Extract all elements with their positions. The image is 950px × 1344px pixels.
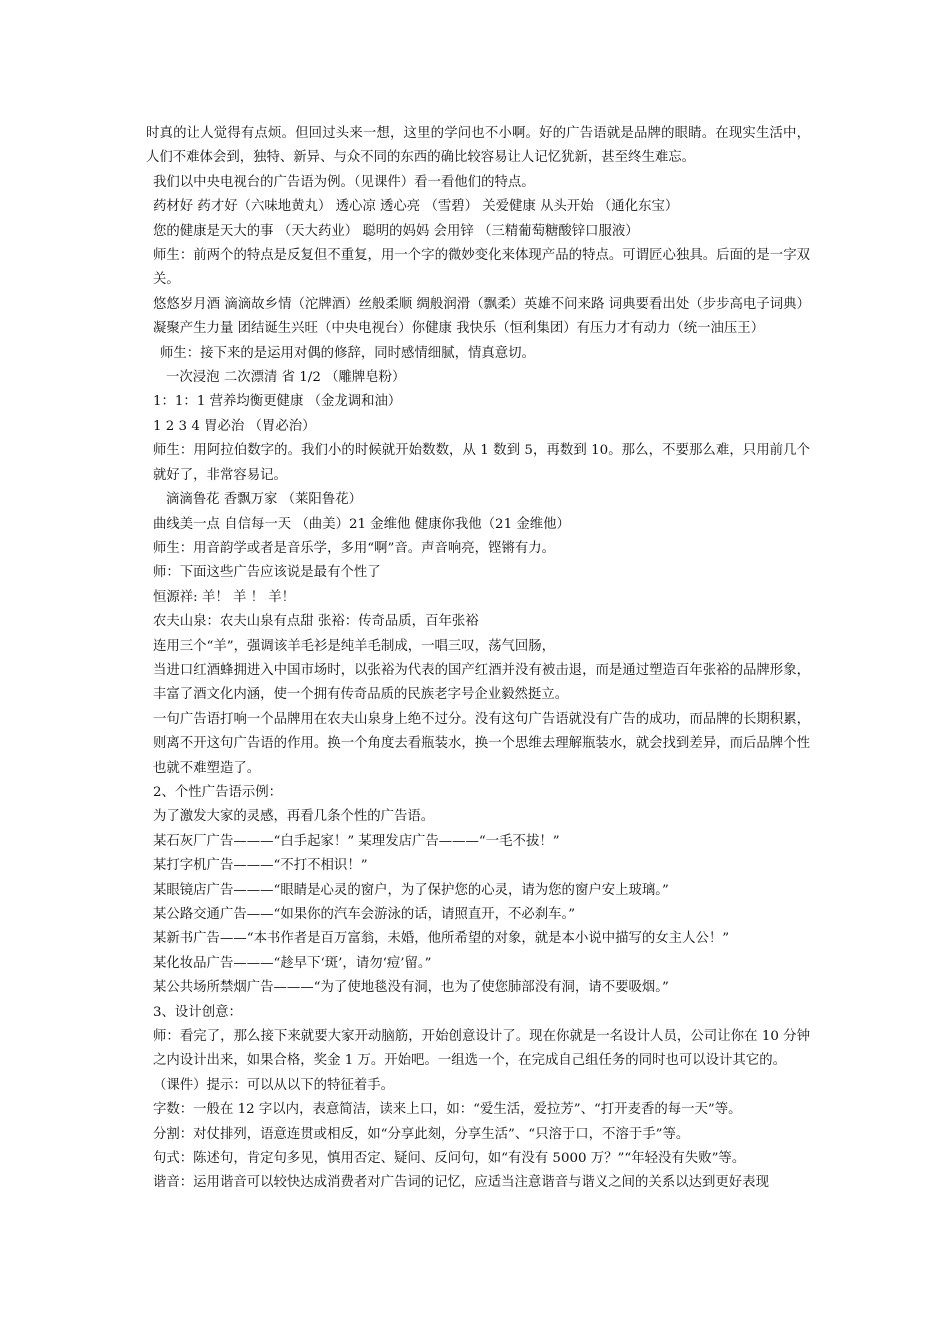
paragraph: 1：1：1 营养均衡更健康 （金龙调和油） bbox=[153, 394, 402, 410]
paragraph: 为了激发大家的灵感，再看几条个性的广告语。 bbox=[153, 809, 435, 825]
paragraph: 1 2 3 4 胃必治 （胃必治） bbox=[153, 418, 316, 434]
paragraph: 师：下面这些广告应该说是最有个性了 bbox=[153, 565, 381, 581]
paragraph: 师：看完了，那么接下来就要大家开动脑筋，开始创意设计了。现在你就是一名设计人员，公司让你在 10 分钟之内设计出来，如果合格，奖金 1 万。开始吧。一组选一个，在完成自己组任务的同时也可以设计其它的。 bbox=[153, 1029, 810, 1069]
paragraph: 一次浸泡 二次漂清 省 1/2 （雕牌皂粉） bbox=[166, 370, 406, 386]
paragraph: 师生：用阿拉伯数字的。我们小的时候就开始数数，从 1 数到 5，再数到 10。那么，不要那么难，只用前几个就好了，非常容易记。 bbox=[153, 443, 810, 483]
paragraph: 曲线美一点 自信每一天 （曲美）21 金维他 健康你我他（21 金维他） bbox=[153, 516, 570, 532]
paragraph: 时真的让人觉得有点烦。但回过头来一想，这里的学问也不小啊。好的广告语就是品牌的眼睛。在现实生活中，人们不难体会到，独特、新异、与众不同的东西的确比较容易让人记忆犹新，甚至终生难忘。 bbox=[146, 126, 810, 166]
paragraph: 农夫山泉：农夫山泉有点甜 张裕：传奇品质，百年张裕 bbox=[153, 614, 479, 630]
paragraph: 字数：一般在 12 字以内，表意简洁，读来上口，如：“爱生活，爱拉芳”、“打开麦香的每一天”等。 bbox=[153, 1102, 742, 1118]
paragraph: 滴滴鲁花 香飘万家 （莱阳鲁花） bbox=[166, 492, 362, 508]
paragraph: 我们以中央电视台的广告语为例。（见课件）看一看他们的特点。 bbox=[153, 174, 535, 190]
paragraph: 师生：用音韵学或者是音乐学，多用“啊”音。声音响亮，铿锵有力。 bbox=[153, 540, 556, 556]
paragraph: 分割：对仗排列，语意连贯或相反，如“分享此刻，分享生活”、“只溶于口，不溶于手”等。 bbox=[153, 1126, 690, 1142]
paragraph: 药材好 药才好（六味地黄丸） 透心凉 透心亮 （雪碧） 关爱健康 从头开始 （通化东宝） bbox=[153, 199, 679, 215]
paragraph: 当进口红酒蜂拥进入中国市场时，以张裕为代表的国产红酒并没有被击退，而是通过塑造百年张裕的品牌形象，丰富了酒文化内涵，使一个拥有传奇品质的民族老字号企业毅然挺立。 bbox=[153, 662, 810, 703]
document-page bbox=[146, 122, 810, 1196]
paragraph: 师生：前两个的特点是反复但不重复，用一个字的微妙变化来体现产品的特点。可谓匠心独具。后面的是一字双关。 bbox=[153, 248, 810, 288]
paragraph: 某眼镜店广告———“眼睛是心灵的窗户，为了保护您的心灵，请为您的窗户安上玻璃。” bbox=[153, 882, 669, 898]
paragraph: （课件）提示：可以从以下的特征着手。 bbox=[153, 1077, 395, 1093]
paragraph: 悠悠岁月酒 滴滴故乡情（沱牌酒）丝般柔顺 绸般润滑（飘柔）英雄不问来路 词典要看出处（步步高电子词典）凝聚产生力量 团结诞生兴旺（中央电视台）你健康 我快乐（恒利集团）有压力才有动力（统一油压王） bbox=[153, 296, 810, 337]
paragraph: 某公路交通广告——“如果你的汽车会游泳的话，请照直开，不必刹车。” bbox=[153, 907, 576, 922]
paragraph: 连用三个“羊”，强调该羊毛衫是纯羊毛制成，一唱三叹，荡气回肠， bbox=[153, 638, 556, 654]
section-heading: 3、设计创意： bbox=[153, 1004, 242, 1020]
paragraph: 谐音：运用谐音可以较快达成消费者对广告词的记忆，应适当注意谐音与谐义之间的关系以达到更好表现 bbox=[153, 1175, 769, 1191]
paragraph: 师生：接下来的是运用对偶的修辞，同时感情细腻，情真意切。 bbox=[160, 345, 535, 361]
paragraph: 一句广告语打响一个品牌用在农夫山泉身上绝不过分。没有这句广告语就没有广告的成功，而品牌的长期积累，则离不开这句广告语的作用。换一个角度去看瓶装水，换一个思维去理解瓶装水，就会找到差异，而后品牌个性也就不难塑造了。 bbox=[153, 711, 810, 776]
paragraph: 您的健康是天大的事 （天大药业） 聪明的妈妈 会用锌 （三精葡萄糖酸锌口服液） bbox=[153, 223, 639, 239]
paragraph: 恒源祥: 羊！ 羊 ！ 羊！ bbox=[153, 589, 296, 605]
paragraph: 某公共场所禁烟广告———“为了使地毯没有洞，也为了使您肺部没有洞，请不要吸烟。” bbox=[153, 980, 669, 996]
paragraph: 句式：陈述句，肯定句多见，慎用否定、疑问、反问句，如“有没有 5000 万？”“年轻没有失败”等。 bbox=[153, 1151, 746, 1167]
section-heading: 2、个性广告语示例： bbox=[153, 784, 283, 800]
paragraph: 某打字机广告———“不打不相识！” bbox=[153, 858, 368, 874]
paragraph: 某化妆品广告———“趁早下‘斑’，请勿‘痘’留。” bbox=[153, 955, 432, 971]
paragraph: 某新书广告——“本书作者是百万富翁，未婚，他所希望的对象，就是本小说中描写的女主人公！” bbox=[153, 931, 730, 947]
paragraph: 某石灰厂广告———“白手起家！” 某理发店广告———“一毛不拔！” bbox=[153, 833, 560, 849]
